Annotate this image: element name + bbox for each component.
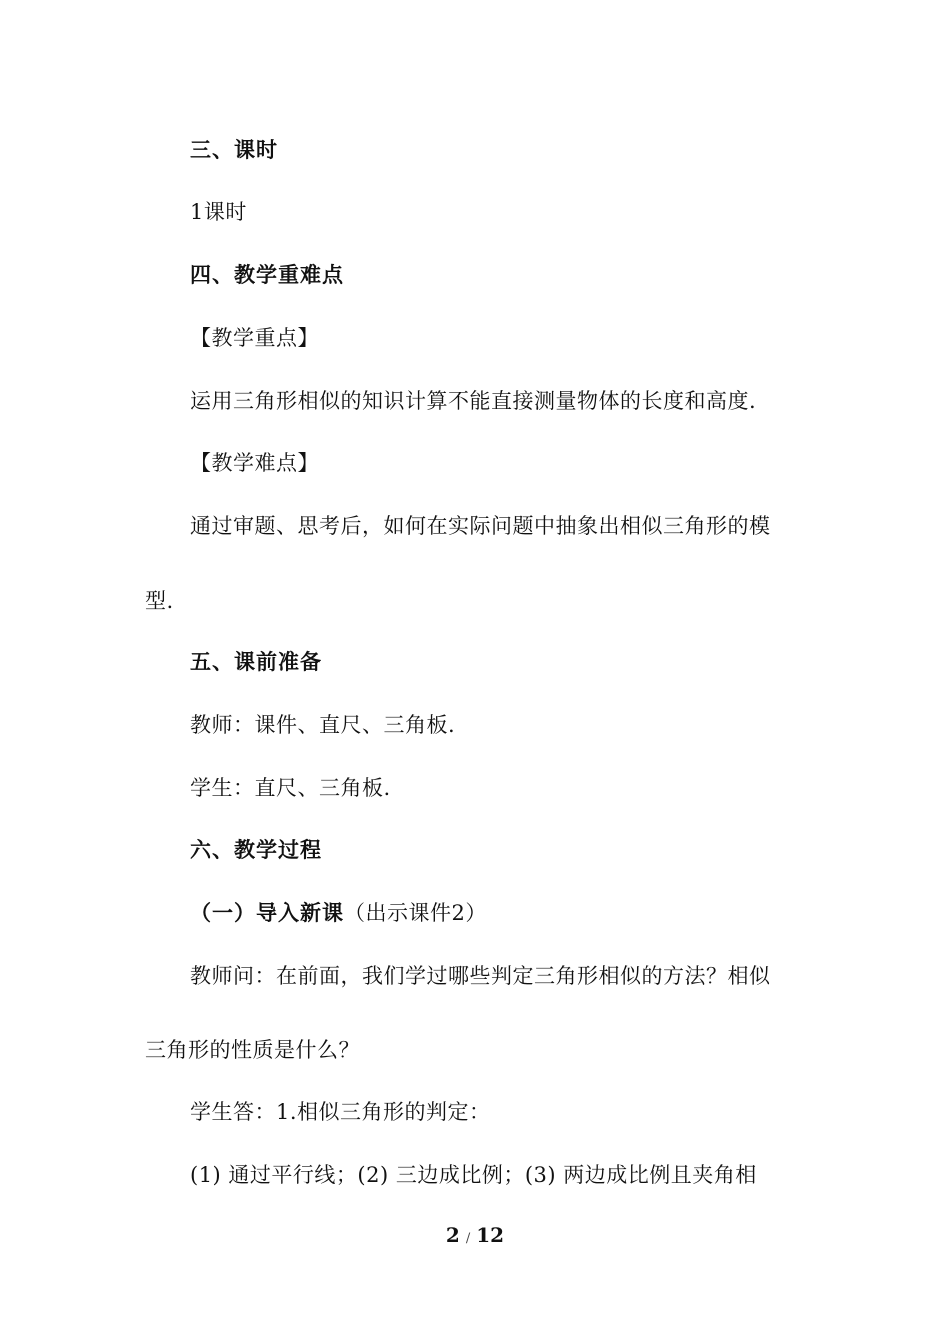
page-separator: / xyxy=(465,1231,471,1246)
subheading-teaching-difficulty: 【教学难点】 xyxy=(190,451,319,475)
page-footer xyxy=(0,1222,950,1252)
subsection-introduction xyxy=(190,899,487,927)
current-page-number: 2 xyxy=(445,1223,460,1247)
section-heading-preparation: 五、课前准备 xyxy=(190,650,322,674)
paragraph-teaching-difficulty-continued: 型. xyxy=(145,589,174,613)
paragraph-teacher-materials: 教师：课件、直尺、三角板. xyxy=(190,713,456,737)
paragraph-class-hours: 1课时 xyxy=(190,200,247,224)
subsection-introduction-note: （出示课件2） xyxy=(344,901,487,925)
subsection-introduction-title: （一）导入新课 xyxy=(190,901,344,925)
paragraph-teacher-question: 教师问：在前面，我们学过哪些判定三角形相似的方法？相似 xyxy=(190,964,771,988)
paragraph-teaching-focus: 运用三角形相似的知识计算不能直接测量物体的长度和高度. xyxy=(190,389,757,413)
subheading-teaching-focus: 【教学重点】 xyxy=(190,326,319,350)
paragraph-student-materials: 学生：直尺、三角板. xyxy=(190,776,391,800)
paragraph-teaching-difficulty: 通过审题、思考后，如何在实际问题中抽象出相似三角形的模 xyxy=(190,514,771,538)
section-heading-key-points: 四、教学重难点 xyxy=(190,263,344,287)
total-page-count: 12 xyxy=(476,1223,505,1247)
section-heading-teaching-process: 六、教学过程 xyxy=(190,838,322,862)
paragraph-student-answer: 学生答：1.相似三角形的判定： xyxy=(190,1100,491,1124)
paragraph-similarity-criteria: (1) 通过平行线；(2) 三边成比例；(3) 两边成比例且夹角相 xyxy=(190,1163,757,1187)
section-heading-class-hours: 三、课时 xyxy=(190,138,278,162)
paragraph-teacher-question-continued: 三角形的性质是什么？ xyxy=(145,1038,360,1062)
